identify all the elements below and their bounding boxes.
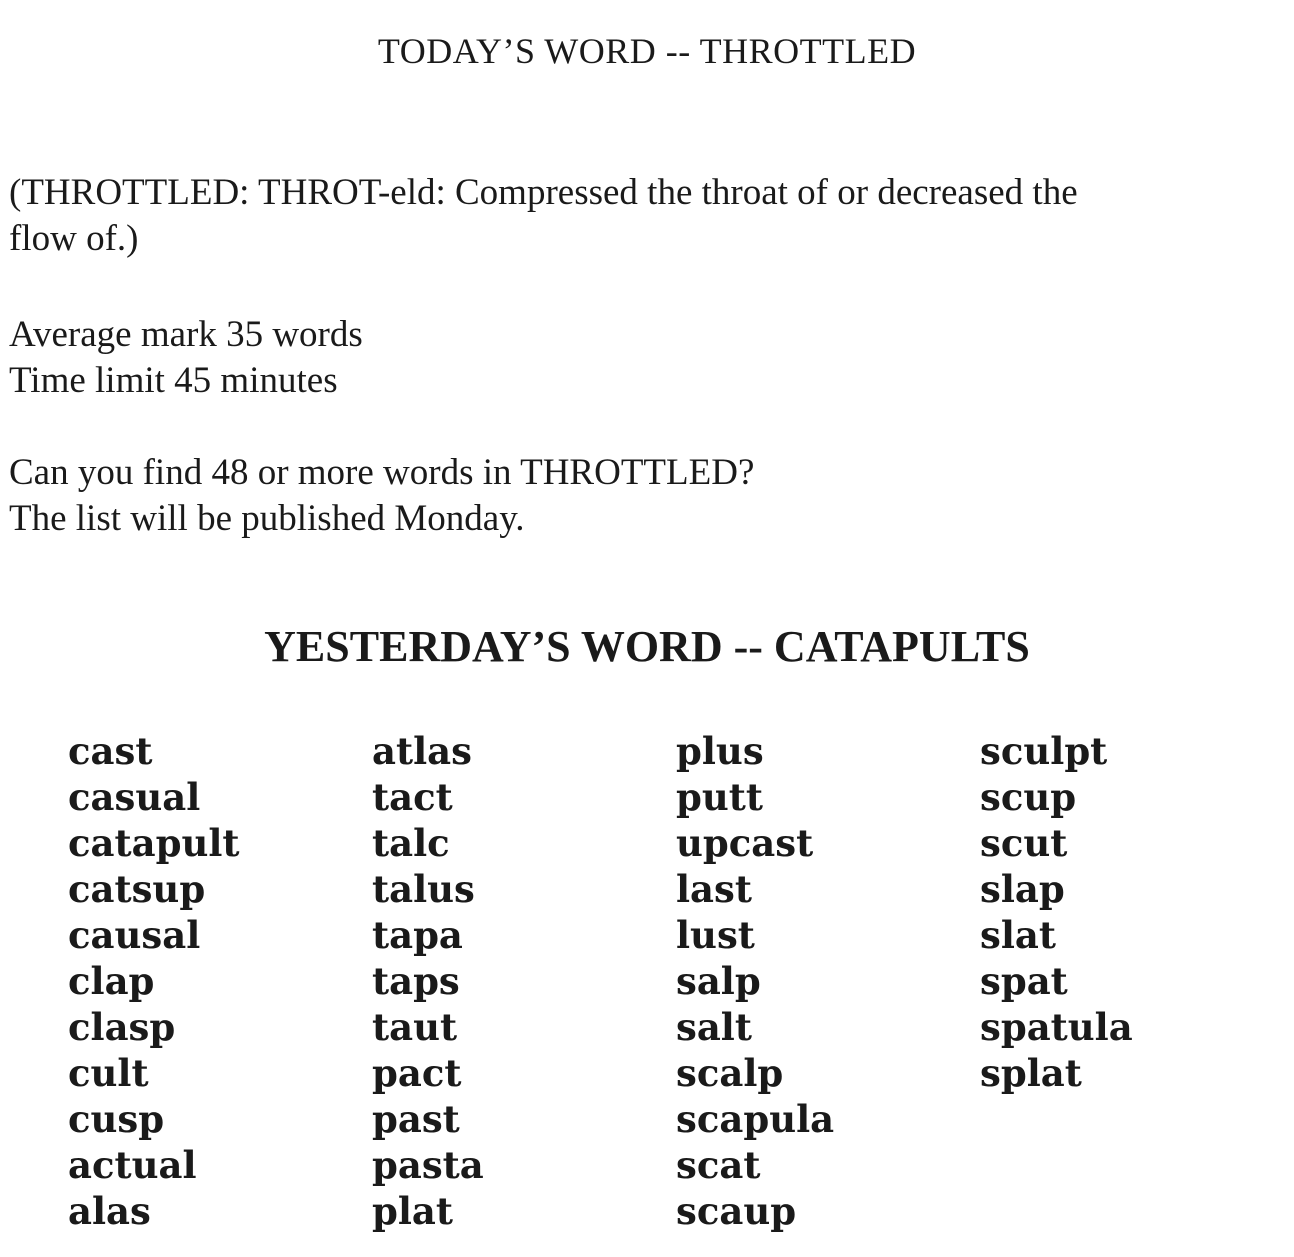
word-column — [68, 728, 372, 1234]
word-column — [676, 728, 980, 1234]
word-list-item: pact — [372, 1051, 462, 1095]
word-list-item: actual — [68, 1143, 197, 1187]
word-list-item: salp — [676, 959, 761, 1003]
word-list-item: splat — [980, 1051, 1082, 1095]
word-list-item: tapa — [372, 913, 463, 957]
challenge-question: Can you find 48 or more words in THROTTLED? — [9, 452, 755, 493]
word-list-item: atlas — [372, 729, 472, 773]
word-list-item: cult — [68, 1051, 149, 1095]
word-list-item: plat — [372, 1189, 453, 1233]
word-list-item: catapult — [68, 821, 240, 865]
word-list-item: slap — [980, 867, 1065, 911]
word-list-item: past — [372, 1097, 460, 1141]
word-list-item: pasta — [372, 1143, 484, 1187]
yesterdays-word-title: YESTERDAY’S WORD -- CATAPULTS — [264, 622, 1030, 671]
stats-paragraph — [9, 312, 1279, 404]
word-list-item: cast — [68, 729, 153, 773]
word-column — [372, 728, 676, 1234]
time-limit: Time limit 45 minutes — [9, 360, 338, 401]
word-list-item: salt — [676, 1005, 752, 1049]
word-list-item: clap — [68, 959, 155, 1003]
word-list-item: catsup — [68, 867, 206, 911]
word-list-item: putt — [676, 775, 763, 819]
word-list-item: spat — [980, 959, 1068, 1003]
word-list-item: lust — [676, 913, 755, 957]
word-list-item: talc — [372, 821, 450, 865]
word-list-item: tact — [372, 775, 453, 819]
word-list-item: cusp — [68, 1097, 165, 1141]
word-list-item: clasp — [68, 1005, 176, 1049]
word-column — [980, 728, 1284, 1234]
word-list-item: scaup — [676, 1189, 797, 1233]
word-list-item: scalp — [676, 1051, 784, 1095]
todays-word-title: TODAY’S WORD -- THROTTLED — [377, 31, 917, 71]
word-list-item: sculpt — [980, 729, 1108, 773]
word-list-item: causal — [68, 913, 201, 957]
definition-line: flow of.) — [9, 218, 139, 259]
definition-paragraph — [9, 170, 1279, 262]
word-list-item: casual — [68, 775, 201, 819]
word-list-item: alas — [68, 1189, 151, 1233]
word-list-item: taps — [372, 959, 460, 1003]
challenge-paragraph — [9, 450, 1279, 542]
word-list-item: taut — [372, 1005, 458, 1049]
word-list-item: scapula — [676, 1097, 835, 1141]
word-list-item: talus — [372, 867, 475, 911]
word-list-grid — [68, 728, 1284, 1234]
average-mark: Average mark 35 words — [9, 314, 363, 355]
word-list-item: spatula — [980, 1005, 1133, 1049]
word-list-item: scut — [980, 821, 1068, 865]
word-list-item: scat — [676, 1143, 761, 1187]
word-list-item: last — [676, 867, 752, 911]
word-list-item: upcast — [676, 821, 814, 865]
word-list-item: slat — [980, 913, 1056, 957]
publication-note: The list will be published Monday. — [9, 498, 525, 539]
word-list-item: scup — [980, 775, 1077, 819]
word-list-item: plus — [676, 729, 764, 773]
definition-line: (THROTTLED: THROT-eld: Compressed the throat of or decreased the — [9, 172, 1078, 213]
